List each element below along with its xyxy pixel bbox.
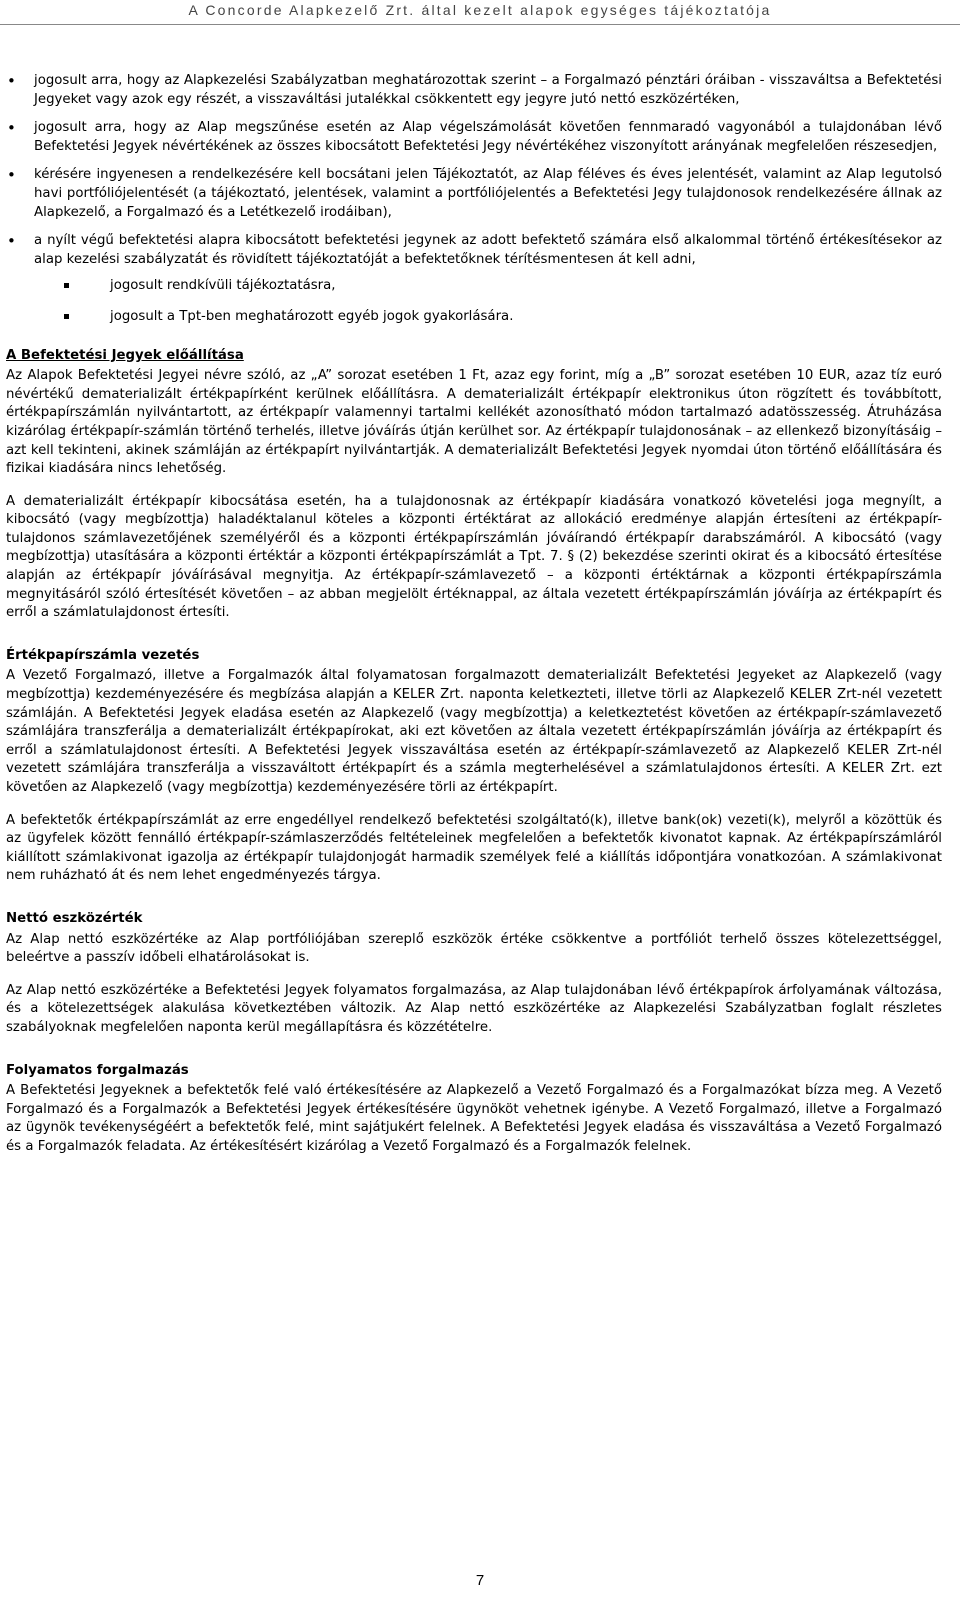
running-header: A Concorde Alapkezelő Zrt. által kezelt alapok egységes tájékoztatója xyxy=(188,2,772,18)
sub-bullet-list xyxy=(34,277,942,326)
bullet-icon: • xyxy=(7,232,16,251)
section-securities-account xyxy=(6,647,942,886)
paragraph: Az Alap nettó eszközértéke a Befektetési Jegyek folyamatos forgalmazása, az Alap tulajdonában lévő értékpapírok árfolyamának változása, és a kötelezettségek alakulása következtében változik. Az Alap nettó eszközértéke az Alapkezelési Szabályzatban foglalt részletes szabályoknak megfelelően naponta kerül megállapításra és közzétételre. xyxy=(6,982,942,1035)
sub-list-item xyxy=(34,308,942,327)
square-bullet-icon xyxy=(64,314,69,319)
paragraph: A Vezető Forgalmazó, illetve a Forgalmazók által folyamatosan forgalmazott dematerializált Befektetési Jegyeket az Alapkezelő (vagy megbízottja) kezdeményezésére és megbízása alapján a KELER Zrt. naponta keletkezteti, illetve törli az Alapkezelő KELER Zrt-nél vezetett számláján. A Befektetési Jegyek eladása esetén az Alapkezelő (vagy megbízottja) a keletkeztetést követően az értékpapír-számlavezető számlájára transzferálja a dematerializált értékpapírokat, aki ezt követően az általa vezetett értékpapírszámlán jóváírja az értékpapírt és erről a számlatulajdonost értesíti. A Befektetési Jegyek visszaváltása esetén az értékpapír-számlavezető az Alapkezelő KELER Zrt-nél vezetett számlájára transzferálja a visszaváltott értékpapírt és a számla megterhelésével a számlatulajdonos értesíti. A KELER Zrt. ezt követően az Alapkezelő (vagy megbízottja) kezdeményezésére törli az értékpapírt. xyxy=(6,668,942,795)
bullet-icon: • xyxy=(7,166,16,185)
section-heading: Folyamatos forgalmazás xyxy=(6,1062,189,1078)
section-issuance xyxy=(6,347,942,623)
list-item xyxy=(6,119,942,156)
rights-bullet-list xyxy=(6,72,942,327)
list-item-text: a nyílt végű befektetési alapra kibocsátott befektetési jegynek az adott befektető számára első alkalommal történő értékesítésekor az alap kezelési szabályzatát és rövidített tájékoztatóját a befektetőknek térítésmentesen át kell adni, xyxy=(34,233,942,267)
list-item xyxy=(6,72,942,109)
header-rule xyxy=(0,24,960,25)
paragraph: A Befektetési Jegyeknek a befektetők felé való értékesítésére az Alapkezelő a Vezető Forgalmazó és a Forgalmazókat bízza meg. A Vezető Forgalmazó és a Forgalmazók a Befektetési Jegyek értékesítésére ügynököt vehetnek igénybe. A Vezető Forgalmazó, illetve a Forgalmazó az ügynök tevékenységéért a befektetők felé, mint sajátjukért felelnek. A Befektetési Jegyek eladása és visszaváltása a Vezető Forgalmazó és a Forgalmazók feladata. Az értékesítésért kizárólag a Vezető Forgalmazó és a Forgalmazók felelnek. xyxy=(6,1083,942,1154)
section-heading: Nettó eszközérték xyxy=(6,910,143,926)
section-continuous-distribution xyxy=(6,1062,942,1157)
paragraph: A befektetők értékpapírszámlát az erre engedéllyel rendelkező befektetési szolgáltató(k), illetve bank(ok) vezeti(k), melyről a közöttük és az ügyfelek között fennálló értékpapír-számlaszerződés feltételeinek megfelelően a befektetők kivonatot kapnak. Az értékpapírszámláról kiállított számlakivonat igazolja az értékpapír tulajdonjogát harmadik személyek felé a kiállítás időpontjára vonatkozóan. A számlakivonat nem ruházható át és nem lehet engedményezés tárgya. xyxy=(6,812,942,884)
section-net-asset-value xyxy=(6,910,942,1038)
section-heading: A Befektetési Jegyek előállítása xyxy=(6,347,244,363)
list-item-text: jogosult arra, hogy az Alap megszűnése esetén az Alap végelszámolását követően fennmaradó vagyonából a tulajdonában lévő Befektetési Jegyek névértékének az összes kibocsátott Befektetési Jegy névértékéhez viszonyított arányának megfelelően részesedjen, xyxy=(34,120,942,154)
bullet-icon: • xyxy=(7,119,16,138)
body-text xyxy=(6,72,942,1171)
list-item xyxy=(6,166,942,222)
paragraph: Az Alap nettó eszközértéke az Alap portfóliójában szereplő eszközök értéke csökkentve a portfóliót terhelő összes kötelezettséggel, beleértve a passzív időbeli elhatárolásokat is. xyxy=(6,931,942,966)
paragraph: Az Alapok Befektetési Jegyei névre szóló, az „A” sorozat esetében 1 Ft, azaz egy forint, míg a „B” sorozat esetében 10 EUR, azaz tíz euró névértékű dematerializált értékpapírként kerülnek előállításra. A dematerializált értékpapír elektronikus úton rögzített és továbbított, értékpapírszámlán nyilvántartott, az értékpapír valamennyi tartalmi kellékét azonosítható módon tartalmazó adatösszesség. Átruházása kizárólag értékpapír-számlán történő terhelés, illetve jóváírás útján kerülhet sor. Az értékpapír tulajdonosának – az ellenkező bizonyításáig – azt kell tekinteni, akinek számláján az értékpapírt nyilvántartják. A dematerializált Befektetési Jegyek nyomdai úton történő előállítására és fizikai kiadására nincs lehetőség. xyxy=(6,368,942,477)
paragraph: A dematerializált értékpapír kibocsátása esetén, ha a tulajdonosnak az értékpapír kiadására vonatkozó követelési joga megnyílt, a kibocsátó (vagy megbízottja) haladéktalanul köteles a központi értéktárat az allokáció eredménye alapján értesíteni az értékpapír-tulajdonos számlavezetőjének személyéről és a központi értékpapírszámlán jóváírandó értékpapír darabszámáról. A kibocsátó (vagy megbízottja) utasítására a központi értéktár a központi értékpapírszámlát a Tpt. 7. § (2) bekezdése szerinti okirat és a kibocsátó értesítése alapján az értékpapír jóváírásával megnyitja. Az értékpapír-számlavezető – a központi értéktárnak a központi értékpapírszámla megnyitásáról szóló értesítését követően – az abban megjelölt értéknappal, az általa vezetett értékpapírszámlán jóváírja az értékpapírt és erről a számlatulajdonost értesíti. xyxy=(6,493,942,621)
list-item-text: jogosult arra, hogy az Alapkezelési Szabályzatban meghatározottak szerint – a Forgalmazó pénztári óráiban - visszaváltsa a Befektetési Jegyeket vagy azok egy részét, a visszaváltási jutalékkal csökkentett egy jegyre jutó nettó eszközértéken, xyxy=(34,73,942,107)
bullet-icon: • xyxy=(7,72,16,90)
section-heading: Értékpapírszámla vezetés xyxy=(6,647,200,663)
sub-list-item xyxy=(34,277,942,296)
page-number: 7 xyxy=(475,1572,485,1589)
list-item xyxy=(6,232,942,326)
sub-list-item-text: jogosult rendkívüli tájékoztatásra, xyxy=(110,278,336,294)
list-item-text: kérésére ingyenesen a rendelkezésére kell bocsátani jelen Tájékoztatót, az Alap féléves és éves jelentését, valamint az Alap legutolsó havi portfóliójelentését (a tájékoztató, jelentések, valamint a portfóliójelentés a Befektetési Jegy tulajdonosok rendelkezésére állnak az Alapkezelő, a Forgalmazó és a Letétkezelő irodáiban), xyxy=(34,167,942,220)
square-bullet-icon xyxy=(64,283,69,288)
sub-list-item-text: jogosult a Tpt-ben meghatározott egyéb jogok gyakorlására. xyxy=(110,308,514,324)
